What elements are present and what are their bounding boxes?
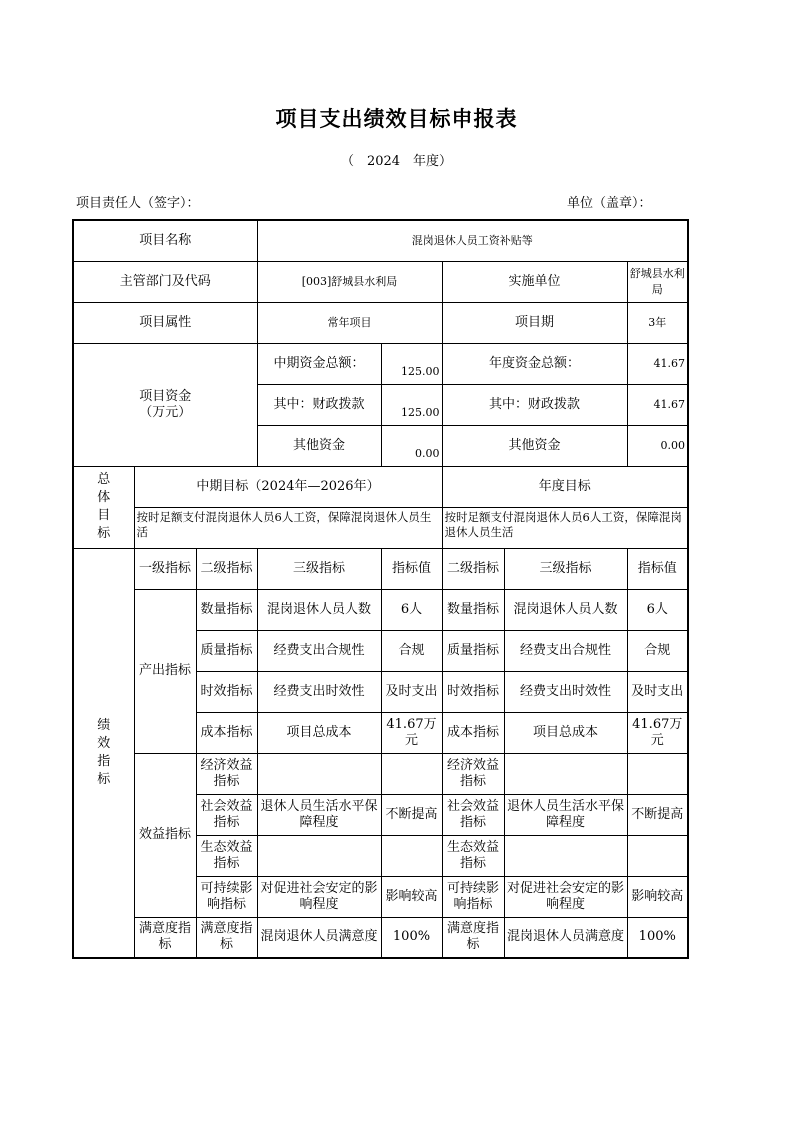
cell-l3b [504,835,627,876]
cell-value: 6人 [381,589,442,630]
year-fiscal-value: 41.67 [627,384,688,425]
cell-l3b: 混岗退休人员人数 [504,589,627,630]
cell-l3: 经费支出合规性 [257,630,381,671]
mid-goal-text: 按时足额支付混岗退休人员6人工资，保障混岗退休人员生活 [134,507,442,548]
project-attr-label: 项目属性 [73,302,257,343]
performance-indicator-label [73,548,134,958]
cell-l2: 满意度指标 [196,917,257,958]
satisfaction-indicator-label: 满意度指标 [134,917,196,958]
mid-total-value: 125.00 [381,343,442,384]
cell-l2: 时效指标 [196,671,257,712]
mid-total-label: 中期资金总额： [257,343,381,384]
overall-goal-char: 体 [97,490,111,505]
cell-valueb: 不断提高 [627,794,688,835]
responsible-signature-label: 项目责任人（签字）： [76,196,200,211]
year-goal-text: 按时足额支付混岗退休人员6人工资，保障混岗退休人员生活 [442,507,688,548]
cell-l2b: 质量指标 [442,630,504,671]
header-level3: 三级指标 [257,548,381,589]
performance-goal-table [72,219,689,959]
cell-l2: 质量指标 [196,630,257,671]
cell-l3 [257,753,381,794]
cell-value [381,753,442,794]
cell-l3b: 对促进社会安定的影响程度 [504,876,627,917]
overall-goal-char: 标 [97,526,111,541]
cell-valueb: 合规 [627,630,688,671]
cell-l2: 经济效益指标 [196,753,257,794]
impl-unit-value: 舒城县水利局 [627,261,688,302]
project-attr-value: 常年项目 [257,302,442,343]
dept-label: 主管部门及代码 [73,261,257,302]
header-value: 指标值 [381,548,442,589]
cell-l2b: 时效指标 [442,671,504,712]
overall-goal-char: 总 [97,472,111,487]
project-name-label: 项目名称 [73,220,257,261]
year-total-value: 41.67 [627,343,688,384]
cell-valueb: 100% [627,917,688,958]
table-row [73,589,688,630]
cell-l3: 混岗退休人员满意度 [257,917,381,958]
overall-goal-label [73,466,134,548]
header-valueb: 指标值 [627,548,688,589]
project-period-value: 3年 [627,302,688,343]
cell-l2: 社会效益指标 [196,794,257,835]
cell-l2: 生态效益指标 [196,835,257,876]
cell-value: 及时支出 [381,671,442,712]
indicator-label-char: 绩 [97,717,111,733]
cell-value: 41.67万元 [381,712,442,753]
cell-l3: 经费支出时效性 [257,671,381,712]
cell-l2b: 数量指标 [442,589,504,630]
mid-fiscal-label: 其中：财政拨款 [257,384,381,425]
unit-seal-label: 单位（盖章）： [567,196,652,211]
table-row [73,917,688,958]
year-label: （ 2024 年度） [340,154,453,169]
impl-unit-label: 实施单位 [442,261,627,302]
output-indicator-label: 产出指标 [134,589,196,753]
overall-goal-char: 目 [97,508,111,523]
cell-l2b: 成本指标 [442,712,504,753]
funds-label-line2: （万元） [139,404,192,420]
cell-l3: 混岗退休人员人数 [257,589,381,630]
year-other-label: 其他资金 [442,425,627,466]
cell-l2: 可持续影响指标 [196,876,257,917]
cell-value [381,835,442,876]
mid-fiscal-value: 125.00 [381,384,442,425]
cell-l2b: 满意度指标 [442,917,504,958]
header-level3b: 三级指标 [504,548,627,589]
year-total-label: 年度资金总额： [442,343,627,384]
cell-l3b [504,753,627,794]
cell-l2b: 经济效益指标 [442,753,504,794]
cell-valueb: 41.67万元 [627,712,688,753]
cell-value: 不断提高 [381,794,442,835]
funds-label-line1: 项目资金 [139,388,192,404]
cell-valueb [627,753,688,794]
cell-value: 影响较高 [381,876,442,917]
year-fiscal-label: 其中：财政拨款 [442,384,627,425]
cell-value: 合规 [381,630,442,671]
cell-l2: 成本指标 [196,712,257,753]
cell-valueb: 6人 [627,589,688,630]
mid-goal-header: 中期目标（2024年—2026年） [134,466,442,507]
header-level1: 一级指标 [134,548,196,589]
benefit-indicator-label: 效益指标 [134,753,196,917]
cell-l2b: 可持续影响指标 [442,876,504,917]
cell-l2: 数量指标 [196,589,257,630]
funds-label [73,343,257,466]
page-title: 项目支出绩效目标申报表 [275,107,518,131]
cell-l3b: 退休人员生活水平保障程度 [504,794,627,835]
cell-l3 [257,835,381,876]
cell-l3b: 项目总成本 [504,712,627,753]
project-period-label: 项目期 [442,302,627,343]
header-level2: 二级指标 [196,548,257,589]
cell-valueb: 及时支出 [627,671,688,712]
header-level2b: 二级指标 [442,548,504,589]
year-goal-header: 年度目标 [442,466,688,507]
cell-l3: 项目总成本 [257,712,381,753]
indicator-label-char: 效 [97,735,111,751]
cell-l3b: 混岗退休人员满意度 [504,917,627,958]
cell-l3b: 经费支出时效性 [504,671,627,712]
cell-l3b: 经费支出合规性 [504,630,627,671]
cell-l3: 对促进社会安定的影响程度 [257,876,381,917]
cell-value: 100% [381,917,442,958]
cell-l2b: 生态效益指标 [442,835,504,876]
cell-valueb: 影响较高 [627,876,688,917]
project-name-value: 混岗退休人员工资补贴等 [257,220,688,261]
cell-l3: 退休人员生活水平保障程度 [257,794,381,835]
mid-other-label: 其他资金 [257,425,381,466]
year-other-value: 0.00 [627,425,688,466]
cell-valueb [627,835,688,876]
indicator-label-char: 指 [97,753,111,769]
dept-value: [003]舒城县水利局 [257,261,442,302]
indicator-label-char: 标 [97,771,111,787]
cell-l2b: 社会效益指标 [442,794,504,835]
mid-other-value: 0.00 [381,425,442,466]
table-row [73,753,688,794]
